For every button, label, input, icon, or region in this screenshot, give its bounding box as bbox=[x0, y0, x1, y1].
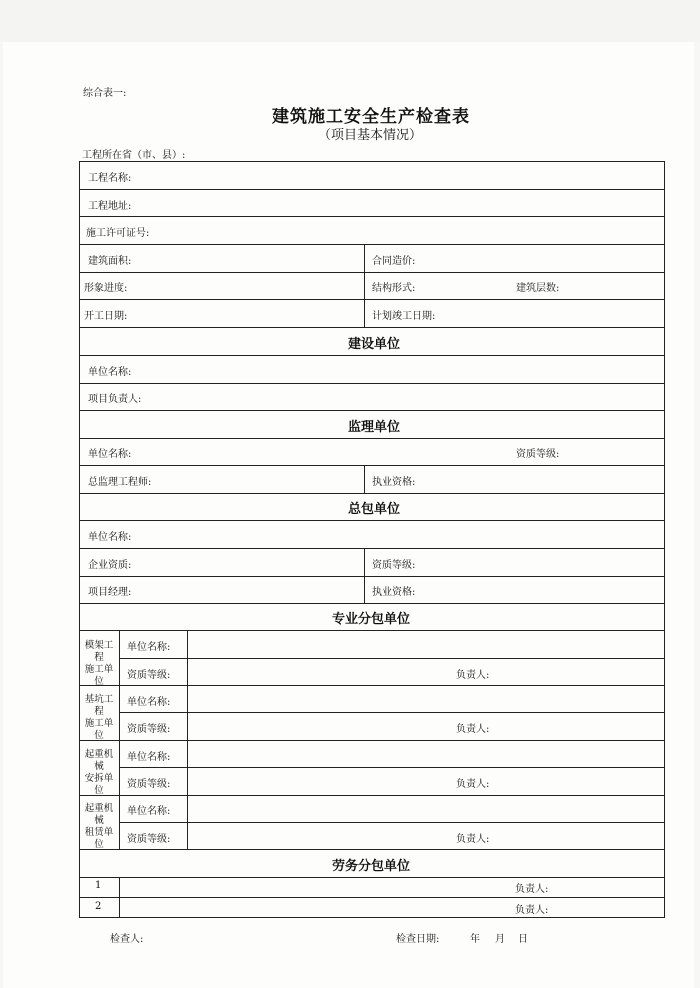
general-section-title: 总包单位 bbox=[348, 502, 401, 517]
specialty-qualification-label: 资质等级: bbox=[127, 779, 171, 790]
specialty-group-label: 模架工程 施工单位 bbox=[84, 640, 114, 687]
general-qualification-label: 资质等级: bbox=[372, 560, 416, 571]
month-label: 月 bbox=[495, 934, 505, 945]
chief-engineer-label: 总监理工程师: bbox=[88, 477, 152, 488]
specialty-lead-label: 负责人: bbox=[456, 779, 490, 790]
specialty-lead-label: 负责人: bbox=[456, 670, 490, 681]
specialty-qualification-label: 资质等级: bbox=[127, 724, 171, 735]
specialty-unit-name-label: 单位名称: bbox=[127, 642, 171, 653]
specialty-group-label: 起重机械 安拆单位 bbox=[84, 749, 114, 796]
day-label: 日 bbox=[518, 934, 528, 945]
project-address-label: 工程地址: bbox=[88, 201, 132, 212]
specialty-group-label: 基坑工程 施工单位 bbox=[84, 694, 114, 741]
specialty-qualification-label: 资质等级: bbox=[127, 670, 171, 681]
owner-section-title: 建设单位 bbox=[348, 337, 401, 352]
labor-lead-label: 负责人: bbox=[515, 884, 549, 895]
specialty-section-title: 专业分包单位 bbox=[332, 612, 411, 627]
specialty-lead-label: 负责人: bbox=[456, 834, 490, 845]
general-unit-name-label: 单位名称: bbox=[88, 532, 132, 543]
labor-section-title: 劳务分包单位 bbox=[332, 859, 411, 874]
inspection-date-label: 检查日期: bbox=[396, 934, 440, 945]
inspector-label: 检查人: bbox=[110, 934, 144, 945]
permit-number-label: 施工许可证号: bbox=[86, 228, 150, 239]
specialty-group-label: 起重机械 租赁单位 bbox=[84, 803, 114, 850]
specialty-lead-label: 负责人: bbox=[456, 724, 490, 735]
project-name-label: 工程名称: bbox=[88, 173, 132, 184]
specialty-unit-name-label: 单位名称: bbox=[127, 752, 171, 763]
labor-row-number: 2 bbox=[95, 901, 102, 912]
planned-completion-label: 计划竣工日期: bbox=[372, 311, 436, 322]
progress-label: 形象进度: bbox=[84, 283, 128, 294]
contract-price-label: 合同造价: bbox=[372, 256, 416, 267]
supervisor-qualification-label: 资质等级: bbox=[516, 449, 560, 460]
labor-lead-label: 负责人: bbox=[515, 905, 549, 916]
project-manager-label: 项目经理: bbox=[88, 587, 132, 598]
scan-top-edge bbox=[0, 0, 700, 42]
form-title: 建筑施工安全生产检查表 bbox=[272, 107, 470, 127]
enterprise-qualification-label: 企业资质: bbox=[88, 560, 132, 571]
general-practice-cert-label: 执业资格: bbox=[372, 587, 416, 598]
form-number: 综合表一: bbox=[83, 88, 127, 99]
year-label: 年 bbox=[470, 934, 480, 945]
specialty-qualification-label: 资质等级: bbox=[127, 834, 171, 845]
owner-project-lead-label: 项目负责人: bbox=[88, 394, 142, 405]
owner-unit-name-label: 单位名称: bbox=[88, 367, 132, 378]
supervisor-practice-cert-label: 执业资格: bbox=[372, 477, 416, 488]
specialty-unit-name-label: 单位名称: bbox=[127, 806, 171, 817]
building-area-label: 建筑面积: bbox=[88, 256, 132, 267]
start-date-label: 开工日期: bbox=[84, 311, 128, 322]
specialty-unit-name-label: 单位名称: bbox=[127, 697, 171, 708]
form-subtitle: （项目基本情况） bbox=[318, 128, 423, 143]
supervisor-section-title: 监理单位 bbox=[348, 420, 401, 435]
labor-row-number: 1 bbox=[95, 880, 102, 891]
floors-label: 建筑层数: bbox=[516, 283, 560, 294]
structure-label: 结构形式: bbox=[372, 283, 416, 294]
location-label: 工程所在省（市、县）: bbox=[82, 150, 186, 161]
supervisor-unit-name-label: 单位名称: bbox=[88, 449, 132, 460]
